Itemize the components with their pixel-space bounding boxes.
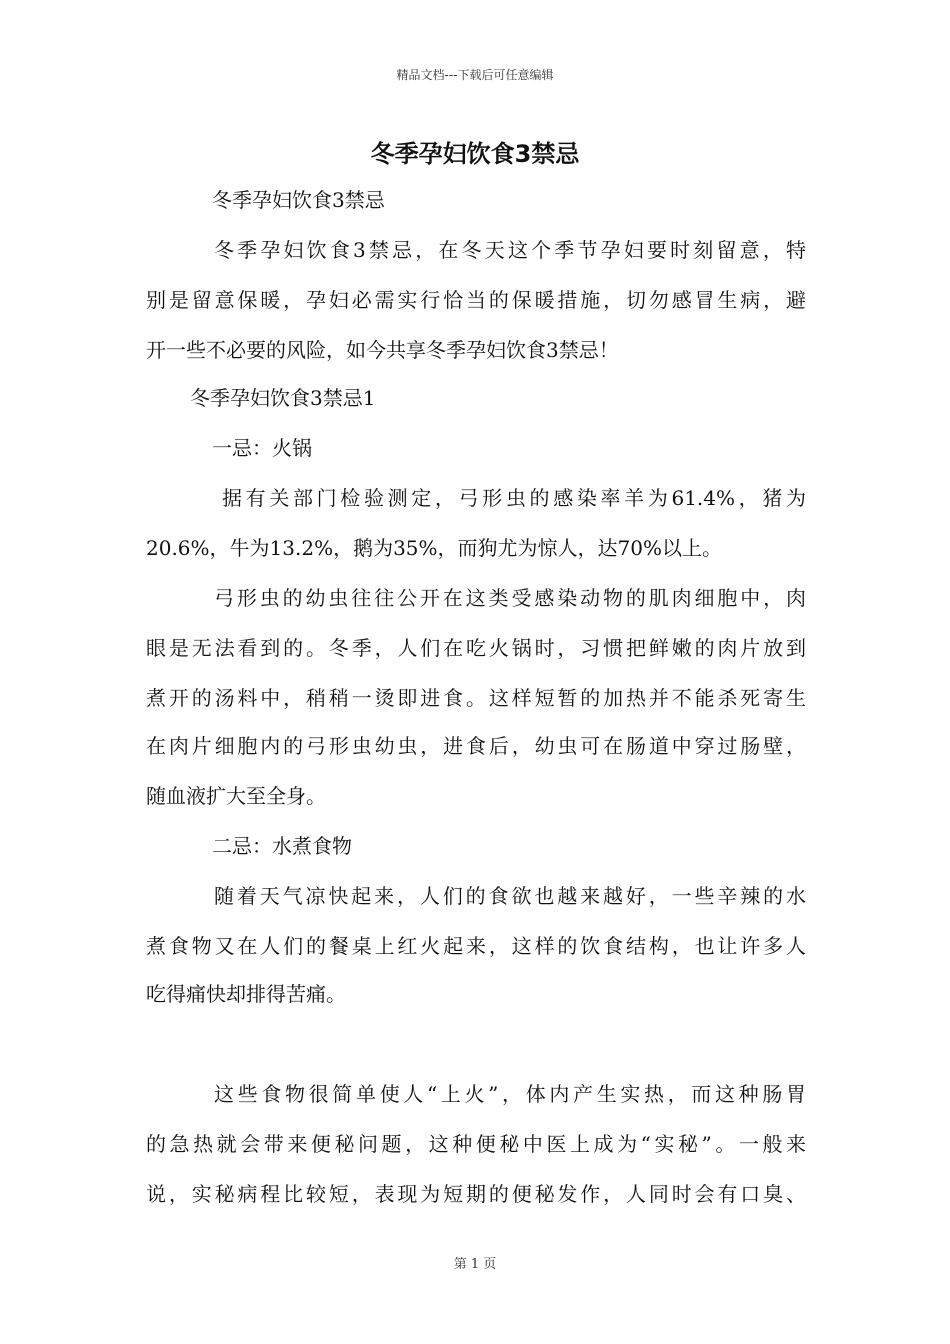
paragraph-line: 随着天气凉快起来，人们的食欲也越来越好，一些辛辣的水 <box>214 884 806 908</box>
paragraph-line: 煮开的汤料中，稍稍一烫即进食。这样短暂的加热并不能杀死寄生 <box>146 686 806 710</box>
paragraph-line: 开一些不必要的风险，如今共享冬季孕妇饮食3禁忌！ <box>146 338 619 362</box>
paragraph-line: 随血液扩大至全身。 <box>146 784 326 808</box>
section-heading: 冬季孕妇饮食3禁忌1 <box>190 386 376 410</box>
paragraph-line: 的急热就会带来便秘问题，这种便秘中医上成为“实秘”。一般来 <box>146 1132 806 1156</box>
paragraph-line: 弓形虫的幼虫往往公开在这类受感染动物的肌肉细胞中，肉 <box>214 586 806 610</box>
paragraph-line: 煮食物又在人们的餐桌上红火起来，这样的饮食结构，也让许多人 <box>146 934 806 958</box>
page-number: 第 1 页 <box>453 1257 497 1272</box>
paragraph-line: 说，实秘病程比较短，表现为短期的便秘发作，人同时会有口臭、 <box>146 1182 806 1206</box>
paragraph-line: 冬季孕妇饮食3禁忌，在冬天这个季节孕妇要时刻留意，特 <box>214 238 806 262</box>
paragraph-line: 这些食物很简单使人“上火”，体内产生实热，而这种肠胃 <box>214 1082 806 1106</box>
document-title: 冬季孕妇饮食3禁忌 <box>370 140 580 168</box>
subtitle-line: 冬季孕妇饮食3禁忌 <box>212 188 385 212</box>
paragraph-line: 据有关部门检验测定，弓形虫的感染率羊为61.4%，猪为 <box>222 486 806 510</box>
paragraph-line: 在肉片细胞内的弓形虫幼虫，进食后，幼虫可在肠道中穿过肠壁， <box>146 734 806 758</box>
subsection-heading: 二忌：水煮食物 <box>212 834 352 858</box>
paragraph-line: 别是留意保暖，孕妇必需实行恰当的保暖措施，切勿感冒生病，避 <box>146 288 806 312</box>
paragraph-line: 眼是无法看到的。冬季，人们在吃火锅时，习惯把鲜嫩的肉片放到 <box>146 636 806 660</box>
subsection-heading: 一忌：火锅 <box>212 436 312 460</box>
page-header: 精品文档---下载后可任意编辑 <box>396 68 554 82</box>
paragraph-line: 吃得痛快却排得苦痛。 <box>146 982 346 1006</box>
paragraph-line: 20.6%，牛为13.2%，鹅为35%，而狗尤为惊人，达70%以上。 <box>146 536 722 560</box>
